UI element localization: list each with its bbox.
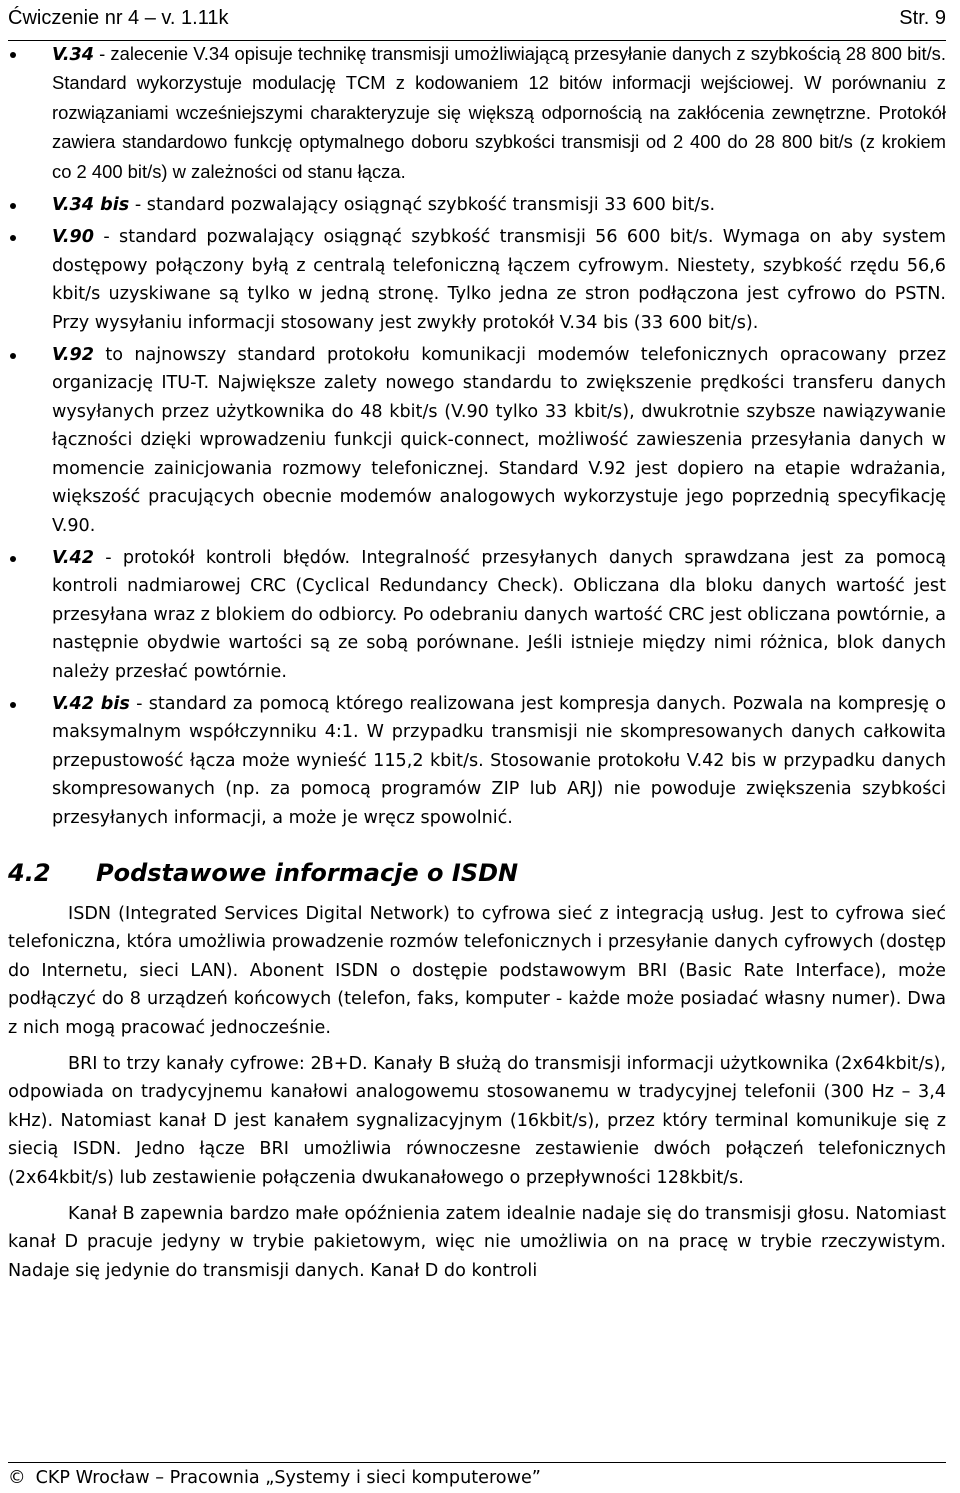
list-item-text: to najnowszy standard protokołu komunikacji modemów telefonicznych opracowany przez organizację ITU-T. Największe zalety nowego standardu to zwiększenie prędkości transferu danych wysyłanych przez użytkownika do 48 kbit/s (V.90 tylko 33 kbit/s), dwukrotnie szybsze nawiązywanie łączności dzięki wprowadzeniu funkcji quick-connect, możliwość zawieszenia przesyłania danych w momencie zainicjowania rozmowy telefonicznej. Standard V.92 jest dopiero na etapie wdrażania, większość pracujących obecnie modemów analogowych wykorzystuje jego poprzednią specyfikację V.90. <box>52 345 946 536</box>
standard-code: V.92 <box>52 345 95 366</box>
section-number: 4.2 <box>8 858 51 887</box>
page-footer <box>8 1462 946 1493</box>
list-item <box>8 223 946 337</box>
list-item-text: - protokół kontroli błędów. Integralność przesyłanych danych sprawdzana jest za pomocą kontroli nadmiarowej CRC (Cyclical Redundancy Check). Obliczana dla bloku danych wartość jest przesyłana wraz z blokiem do odbiorcy. Po odebraniu danych wartość CRC jest obliczana powtórnie, a następnie obydwie wartości są ze sobą porównane. Jeśli istnieje między nimi różnica, blok danych należy przesłać powtórnie. <box>52 547 946 682</box>
paragraph: ISDN (Integrated Services Digital Network) to cyfrowa sieć z integracją usług. Jest to cyfrowa sieć telefoniczna, która umożliwia prowadzenie rozmów telefonicznych i przesyłanie danych cyfrowych (dostęp do Internetu, sieci LAN). Abonent ISDN o dostępie podstawowym BRI (Basic Rate Interface), może podłączyć do 8 urządzeń końcowych (telefon, faks, komputer - każde może posiadać własny numer). Dwa z nich mogą pracować jednocześnie. <box>8 903 946 1038</box>
list-item <box>8 40 946 187</box>
page-number: Str. 9 <box>899 7 946 29</box>
standard-code: V.90 <box>52 227 95 248</box>
paragraph: Kanał B zapewnia bardzo małe opóźnienia zatem idealnie nadaje się do transmisji głosu. Natomiast kanał D pracuje jedyny w trybie pakietowym, więc nie umożliwia on na pracę w trybie rzeczywistym. Nadaje się jedynie do transmisji danych. Kanał D do kontroli <box>8 1204 946 1281</box>
header-title: Ćwiczenie nr 4 – v. 1.11k <box>8 7 229 29</box>
list-item <box>8 690 946 832</box>
list-item-text: - zalecenie V.34 opisuje technikę transmisji umożliwiającą przesyłanie danych z szybkością 28 800 bit/s. Standard wykorzystuje modulację TCM z kodowaniem 12 bitów informacji wejściowej. W porównaniu z rozwiązaniami wcześniejszymi charakteryzuje się większą odpornością na zakłócenia zewnętrzne. Protokół zawiera standardowo funkcję optymalnego doboru szybkości transmisji od 2 400 do 28 800 bit/s (z krokiem co 2 400 bit/s) w zależności od stanu łącza. <box>52 43 946 182</box>
bullet-list <box>8 40 946 832</box>
page-content <box>8 40 946 1293</box>
copyright-icon: © <box>8 1468 26 1488</box>
list-item-text: - standard pozwalający osiągnąć szybkość transmisji 56 600 bit/s. Wymaga on aby system dostępowy połączony byłą z centralą telefoniczną łączem cyfrowym. Niestety, szybkość rzędu 56,6 kbit/s uzyskiwane są tylko w jedną stronę. Tylko jedna ze stron podłączona jest cyfrowo do PSTN. Przy wysyłaniu informacji stosowany jest zwykły protokół V.34 bis (33 600 bit/s). <box>52 227 946 333</box>
list-item <box>8 341 946 540</box>
footer-text: CKP Wrocław – Pracownia „Systemy i sieci komputerowe” <box>35 1468 541 1488</box>
list-item <box>8 544 946 686</box>
standard-code: V.34 <box>52 45 95 65</box>
page-header <box>8 0 946 41</box>
paragraph: BRI to trzy kanały cyfrowe: 2B+D. Kanały B służą do transmisji informacji użytkownika (2x64kbit/s), odpowiada on tradycyjnemu kanałowi analogowemu stosowanemu w tradycyjnej telefonii (300 Hz – 3,4 kHz). Natomiast kanał D jest kanałem sygnalizacyjnym (16kbit/s), przez który terminal komunikuje się z siecią ISDN. Jedno łącze BRI umożliwia równoczesne zestawienie dwóch połączeń telefonicznych (2x64kbit/s) lub zestawienie połączenia dwukanałowego o przepływności 128kbit/s. <box>8 1054 946 1188</box>
standard-code: V.42 bis <box>52 693 130 714</box>
list-item <box>8 191 946 219</box>
standard-code: V.34 bis <box>52 195 130 216</box>
section-title: Podstawowe informacje o ISDN <box>96 858 519 887</box>
section-heading <box>8 858 946 888</box>
list-item-text: - standard pozwalający osiągnąć szybkość transmisji 33 600 bit/s. <box>129 195 716 216</box>
standard-code: V.42 <box>52 547 95 568</box>
list-item-text: - standard za pomocą którego realizowana jest kompresja danych. Pozwala na kompresję o maksymalnym współczynniku 4:1. W przypadku transmisji nie skompresowanych danych całkowita przepustowość łącza może wynieść 115,2 kbit/s. Stosowanie protokołu V.42 bis w przypadku danych skompresowanych (np. za pomocą programów ZIP lub ARJ) nie powoduje zwiększenia szybkości przesyłanych informacji, a może je wręcz spowolnić. <box>52 693 947 828</box>
